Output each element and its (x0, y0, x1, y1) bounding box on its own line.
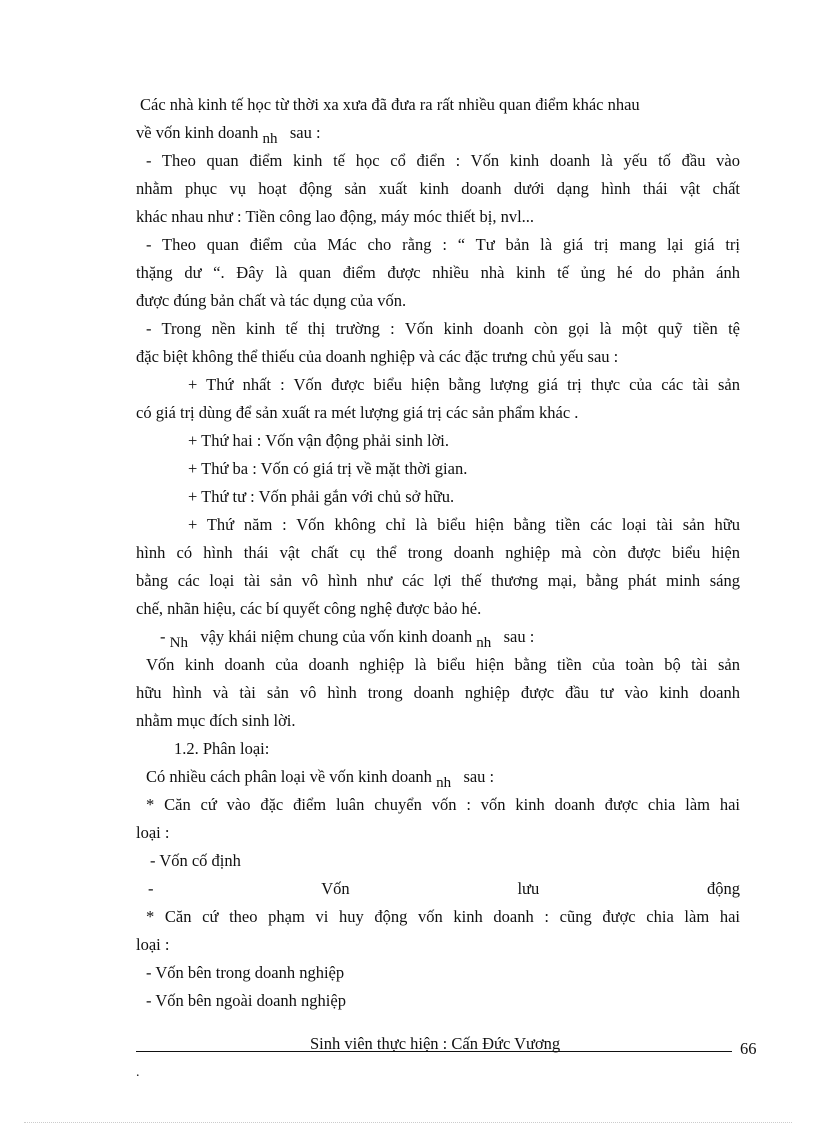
paragraph-line: * Căn cứ theo phạm vi huy động vốn kinh doanh : cũng được chia làm hai (146, 907, 740, 926)
paragraph-line: loại : (136, 823, 170, 842)
text-run: - (160, 627, 166, 646)
paragraph-line: hình có hình thái vật chất cụ thể trong doanh nghiệp mà còn được biểu hiện (136, 543, 740, 562)
paragraph-line: - Theo quan điểm của Mác cho rằng : “ Tư bản là giá trị mang lại giá trị (146, 235, 740, 254)
text-run: về vốn kinh doanh (136, 123, 259, 142)
paragraph-line: + Thứ nhất : Vốn được biểu hiện bằng lượng giá trị thực của các tài sản (188, 375, 740, 394)
paragraph-line: + Thứ năm : Vốn không chỉ là biểu hiện bằng tiền các loại tài sản hữu (188, 515, 740, 534)
paragraph-line: + Thứ tư : Vốn phải gắn với chủ sở hữu. (188, 487, 455, 506)
paragraph-line: + Thứ ba : Vốn có giá trị về mặt thời gian. (188, 459, 468, 478)
paragraph-line: thặng dư “. Đây là quan điểm được nhiều nhà kinh tế ủng hé do phản ánh (136, 263, 740, 282)
paragraph-line: - Vốn bên ngoài doanh nghiệp (146, 991, 346, 1010)
paragraph-line: - Vốn cố định (150, 851, 241, 870)
paragraph-line: Vốn kinh doanh của doanh nghiệp là biểu hiện bằng tiền của toàn bộ tài sản (146, 655, 740, 674)
text-run: sau : (503, 627, 535, 646)
text-run: - (148, 879, 154, 898)
paragraph-line: nhằm phục vụ hoạt động sản xuất kinh doanh dưới dạng hình thái vật chất (136, 179, 740, 198)
paragraph-line: - Trong nền kinh tế thị trường : Vốn kinh doanh còn gọi là một quỹ tiền tệ (146, 319, 740, 338)
paragraph-line: * Căn cứ vào đặc điểm luân chuyển vốn : vốn kinh doanh được chia làm hai (146, 795, 740, 814)
paragraph-line: Các nhà kinh tế học từ thời xa xưa đã đưa ra rất nhiều quan điểm khác nhau (140, 95, 640, 114)
paragraph-line (160, 627, 764, 651)
paragraph-line (136, 123, 740, 147)
paragraph-line: có giá trị dùng để sản xuất ra mét lượng giá trị các sản phẩm khác . (136, 403, 579, 422)
text-run: sau : (289, 123, 321, 142)
paragraph-line: bằng các loại tài sản vô hình như các lợi thế thương mại, bằng phát minh sáng (136, 571, 740, 590)
text-run: Vốn (321, 879, 350, 898)
paragraph-line: - Theo quan điểm kinh tế học cổ điển : Vốn kinh doanh là yếu tố đầu vào (146, 151, 740, 170)
text-run: sau : (463, 767, 495, 786)
paragraph-line (148, 879, 740, 899)
footer-mark: . (136, 1065, 140, 1080)
paragraph-line: - Vốn bên trong doanh nghiệp (146, 963, 345, 982)
text-run: Có nhiều cách phân loại về vốn kinh doanh (146, 767, 432, 786)
footer-divider (136, 1051, 732, 1052)
paragraph-line: khác nhau như : Tiền công lao động, máy móc thiết bị, nvl... (136, 207, 535, 226)
paragraph-line (146, 767, 750, 791)
subscript-text: nh (436, 775, 452, 791)
subscript-text: nh (476, 635, 492, 651)
paragraph-line: đặc biệt không thể thiếu của doanh nghiệp và các đặc trưng chủ yếu sau : (136, 347, 619, 366)
subscript-text: nh (262, 131, 278, 147)
text-run: lưu (517, 879, 540, 898)
paragraph-line: được đúng bản chất và tác dụng của vốn. (136, 291, 407, 310)
paragraph-line: loại : (136, 935, 170, 954)
text-run: động (707, 879, 740, 898)
text-run: vậy khái niệm chung của vốn kinh doanh (200, 627, 473, 646)
footer-author: Sinh viên thực hiện : Cấn Đức Vương (310, 1034, 561, 1053)
paragraph-line: hữu hình và tài sản vô hình trong doanh nghiệp được đầu tư vào kinh doanh (136, 683, 740, 702)
paragraph-line: + Thứ hai : Vốn vận động phải sinh lời. (188, 431, 450, 450)
paragraph-line: chế, nhãn hiệu, các bí quyết công nghệ được bảo hé. (136, 599, 482, 618)
section-heading: 1.2. Phân loại: (174, 739, 270, 758)
paragraph-line: nhằm mục đích sinh lời. (136, 711, 296, 730)
subscript-text: Nh (169, 635, 188, 651)
page-number: 66 (740, 1039, 757, 1058)
